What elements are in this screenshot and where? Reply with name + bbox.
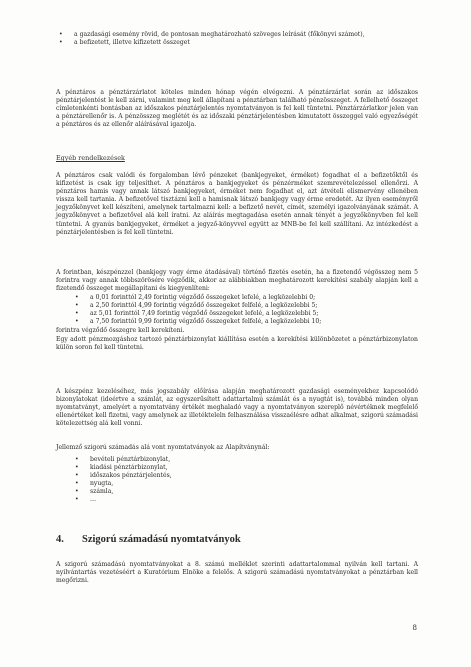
paragraph-rounding-difference: Egy adott pénzmozgáshoz tartozó pénztárbizonylat kiállítása esetén a kerekítési különbözetet a pénztárbizonylaton külön soron fel kell tüntetni.: [56, 336, 418, 352]
rounding-rules-list: [72, 294, 418, 326]
list-item: [56, 31, 418, 39]
paragraph-forms-register: A szigorú számadású nyomtatványokat a 8. számú melléklet szerinti adattartalommal nyilván kell tartani. A nyilvántartás vezetéséért a Kuratórium Elnöke a felelős. A szigorú számadású nyomtatványokat a pénztárban kell megőrizni.: [56, 561, 418, 585]
list-item: [72, 310, 418, 318]
bullet-icon: •: [75, 294, 79, 301]
section-title: Szigorú számadású nyomtatványok: [82, 534, 241, 545]
section-heading: [56, 534, 241, 545]
list-item-text: kiadási pénztárbizonylat,: [90, 464, 168, 472]
bullet-icon: •: [75, 456, 79, 463]
bullet-icon: •: [59, 31, 63, 38]
list-item: [72, 472, 418, 480]
list-item: [56, 39, 418, 47]
paragraph-forms-intro: Jellemző szigorú számadás alá vont nyomtatványok az Alapítványnál:: [56, 444, 270, 451]
list-item-text: számla,: [90, 488, 114, 496]
list-item-text: bevételi pénztárbizonylat,: [90, 456, 171, 463]
list-item: [72, 318, 418, 326]
list-item-text: időszakos pénztárjelentés,: [90, 472, 172, 480]
list-item-text: a 0,01 forinttól 2,49 forintig végződő összegeket lefelé, a legközelebbi 0;: [90, 294, 316, 301]
paragraph-cash-closing: A pénztáros a pénztárzárlatot köteles minden hónap végén elvégezni. A pénztárzárlat során az időszakos pénztárjelentést le kell zárni, valamint meg kell állapítani a pénztárban található pénzösszeget. A fellelhető összeget címletenkénti bontásban az időszakos pénztárjelentés nyomtatványon is fel kell tüntetni. Pénztárzárlatkor jelen van a pénztárellenőr is. A pénzösszeg meglétét és az időszaki pénztárjelentésben kimutatott összeggel való egyezőségét a pénztáros és az ellenőr aláírásával igazolja.: [56, 89, 418, 128]
bullet-icon: •: [75, 488, 79, 496]
list-item-text: a gazdasági esemény rövid, de pontosan meghatározható szöveges leírását (főkönyvi számot),: [74, 31, 365, 38]
list-item-text: az 5,01 forinttól 7,49 forintig végződő összegeket lefelé, a legközelebbi 5;: [90, 310, 319, 318]
list-item-text: a 7,50 forinttól 9,99 forintig végződő összegeket felfelé, a legközelebbi 10;: [90, 318, 322, 326]
list-item-text: …: [90, 496, 97, 504]
bullet-icon: •: [59, 39, 63, 47]
list-item-text: a befizetett, illetve kifizetett összeget: [74, 39, 190, 47]
bullet-icon: •: [75, 318, 79, 326]
subheading-other-provisions: Egyéb rendelkezések: [56, 154, 125, 162]
section-number: 4.: [56, 534, 64, 545]
list-item: [72, 294, 418, 302]
list-item: [72, 488, 418, 496]
list-item-text: a 2,50 forinttól 4,99 forintig végződő összegeket felfelé, a legközelebbi 5;: [90, 302, 318, 310]
list-item: [72, 464, 418, 472]
list-item-text: nyugta,: [90, 480, 114, 488]
top-bullet-list: [56, 31, 418, 47]
list-item: [72, 456, 418, 464]
bullet-icon: •: [75, 310, 79, 318]
bullet-icon: •: [75, 496, 79, 504]
list-item: [72, 480, 418, 488]
bullet-icon: •: [75, 464, 79, 472]
paragraph-strict-accounting: A készpénz kezeléséhez, más jogszabály előírása alapján meghatározott gazdasági eseményekhez kapcsolódó bizonylatokat (ideértve a számlát, az egyszerűsített adattartalmú számlát és a nyugtát is), továbbá minden olyan nyomtatványt, amelyért a nyomtatvány értékét meghaladó vagy a nyomtatványon szereplő névértéknek megfelelő ellenértéket kell fizetni, vagy amelynek az illetékteleln felhasználása visszaélésre adhat alkalmat, szigorú számadási kötelezettség alá kell vonni.: [56, 388, 418, 428]
bullet-icon: •: [75, 480, 79, 488]
page-number: 8: [412, 624, 417, 632]
forms-list: [72, 456, 418, 505]
paragraph-rounding-intro: A forintban, készpénzzel (bankjegy vagy érme átadásával) történő fizetés esetén, ha a fizetendő végösszeg nem 5 forintra vagy annak többszörösére végződik, akkor az alábbiakban meghatározott kerekítési szabály alapján kell a fizetendő összeget megállapítani és kiegyenlíteni:: [56, 269, 418, 293]
list-item: [72, 496, 418, 504]
paragraph-rounding-end: forintra végződő összegre kell kerekíteni.: [56, 327, 185, 334]
bullet-icon: •: [75, 472, 79, 480]
list-item: [72, 302, 418, 310]
paragraph-counterfeit: A pénztáros csak valódi és forgalomban lévő pénzeket (bankjegyeket, érméket) fogadhat el a befizetőktől és kifizetést is csak így teljesíthet. A pénztáros a bankjegyeket és pénzérméket szemrevételezéssel ellenőrzi. A pénztáros hamis vagy annak látszó bankjegyeket, érméket nem fogadhat el, azt átvételi elismervény ellenében vissza kell tartania. A befizetővel tisztázni kell a hamisnak látszó bankjegy vagy érme eredetét. Az ilyen eseményről jegyzőkönyvet kell készíteni, amelynek tartalmazni kell: a befizető nevét, címét, személyi igazolványának számát. A jegyzőkönyvet a befizetővel alá kell íratni. Az aláírás megtagadása esetén annak tényét a jegyzőkönyvben fel kell tüntetni. A gyanús bankjegyeket, érméket a jegyző-könyvvel együtt az MNB-be fel kell szállítani. Az intézkedést a pénztárjelentésben is fel kell tüntetni.: [56, 172, 418, 236]
bullet-icon: •: [75, 302, 79, 310]
